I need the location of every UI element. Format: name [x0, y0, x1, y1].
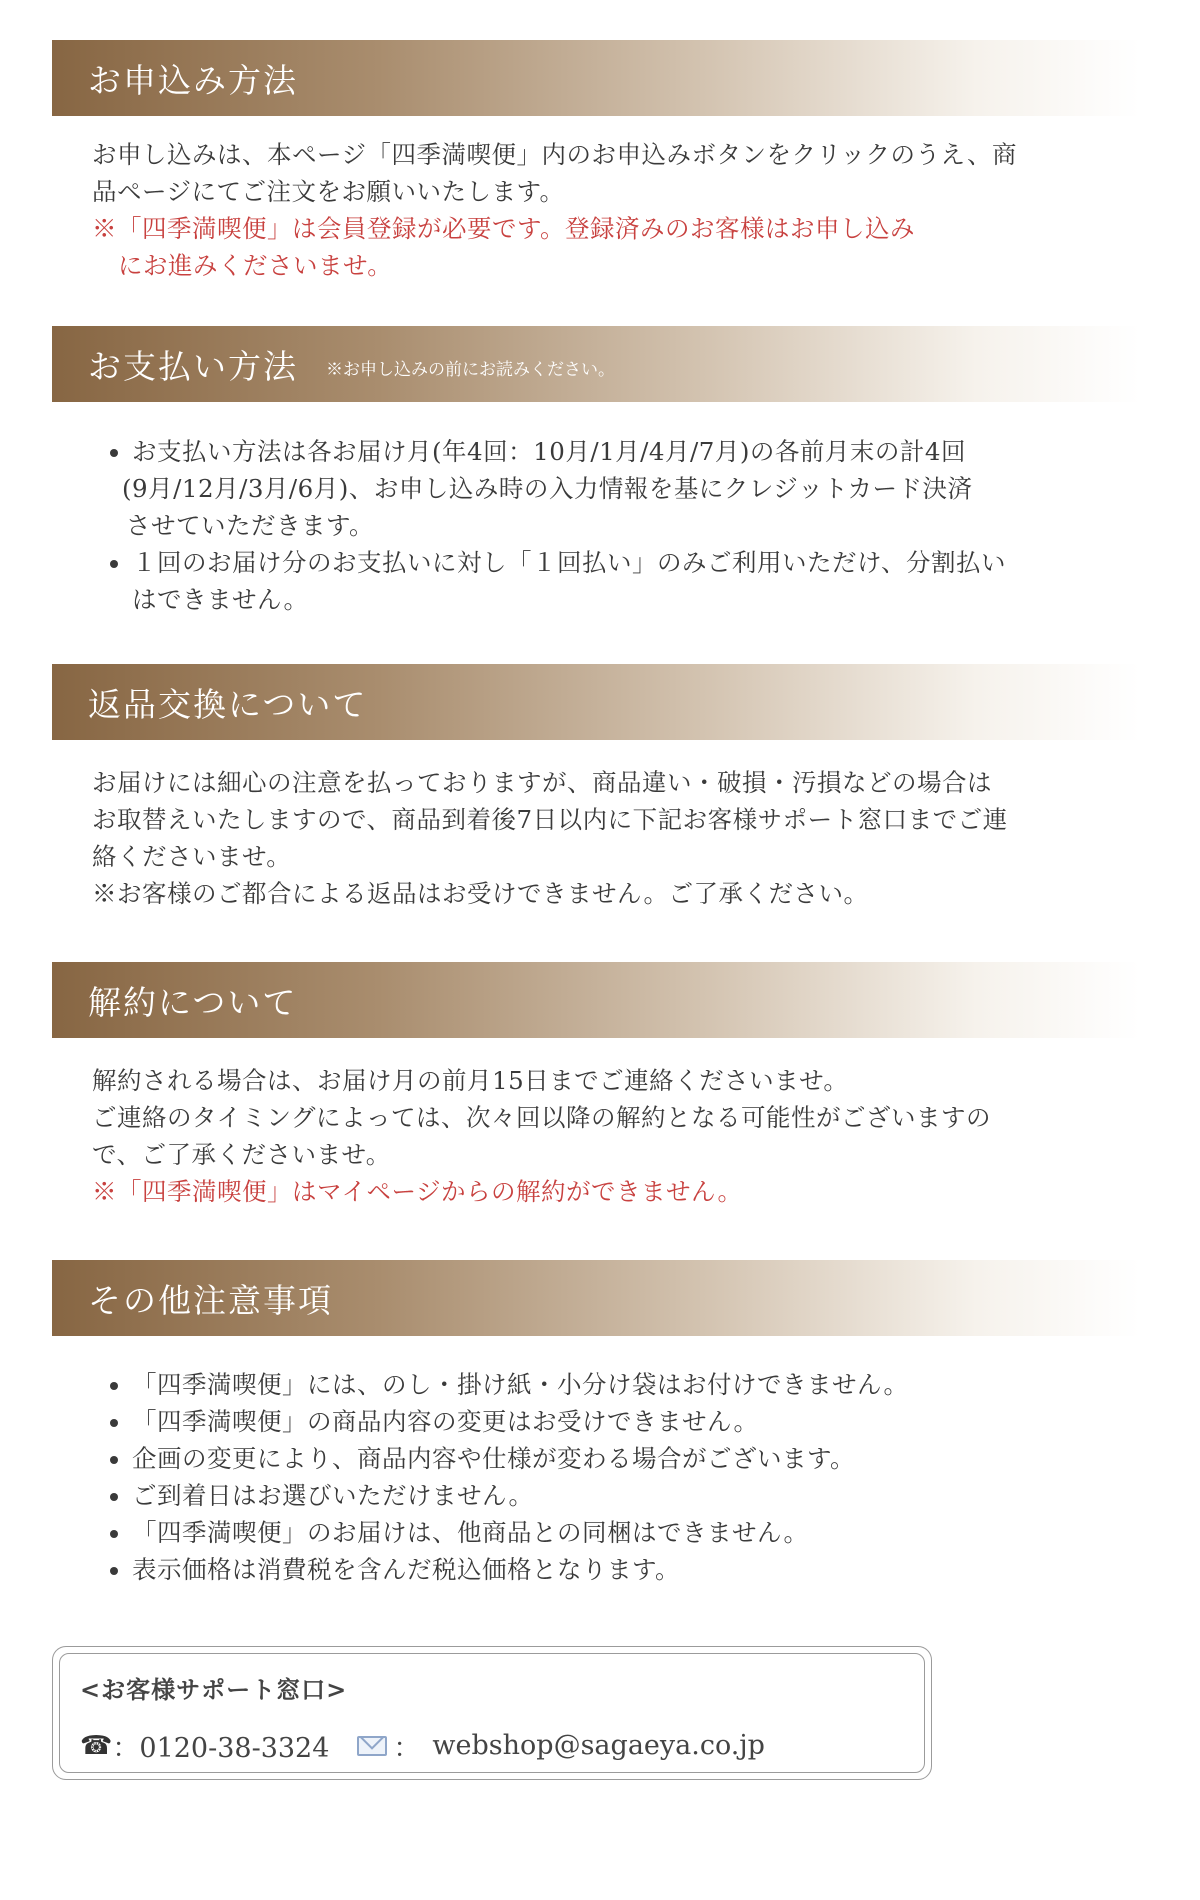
support-email[interactable]: webshop@sagaeya.co.jp — [432, 1730, 765, 1761]
support-inner-frame — [59, 1653, 925, 1773]
support-title: <お客様サポート窓口> — [80, 1675, 348, 1704]
list-item: • 「四季満喫便」のお届けは、他商品との同梱はできません。 — [132, 1514, 1122, 1551]
section-header-other — [52, 1260, 1140, 1336]
support-phone[interactable]: ：0120-38-3324 — [112, 1733, 330, 1764]
other-list — [106, 1366, 1122, 1588]
apply-text-line: 品ページにてご注文をお願いいたします。 — [92, 177, 565, 206]
list-item-line: １回のお届け分のお支払いに対し「１回払い」のみご利用いただけ、分割払い — [132, 548, 1007, 577]
cancel-note-line: ※「四季満喫便」はマイページからの解約ができません。 — [92, 1177, 743, 1206]
section-header-cancel — [52, 962, 1140, 1038]
section-header-apply — [52, 40, 1140, 116]
cancel-body — [92, 1062, 1092, 1210]
cancel-text-line: で、ご了承くださいませ。 — [92, 1140, 391, 1169]
apply-body — [92, 136, 1092, 284]
list-item-line: させていただきます。 — [126, 511, 375, 540]
list-item: • 企画の変更により、商品内容や仕様が変わる場合がございます。 — [132, 1440, 1122, 1477]
mail-icon — [357, 1736, 387, 1756]
returns-text-line: 絡くださいませ。 — [92, 842, 292, 871]
section-note: ※お申し込みの前にお読みください。 — [326, 359, 615, 380]
list-item: • 表示価格は消費税を含んだ税込価格となります。 — [132, 1551, 1122, 1588]
section-title: お申込み方法 — [88, 60, 298, 100]
list-item: • 「四季満喫便」には、のし・掛け紙・小分け袋はお付けできません。 — [132, 1366, 1122, 1403]
section-header-returns — [52, 664, 1140, 740]
apply-note-line: ※「四季満喫便」は会員登録が必要です。登録済みのお客様はお申し込み — [92, 214, 916, 243]
list-item: • 「四季満喫便」の商品内容の変更はお受けできません。 — [132, 1403, 1122, 1440]
cancel-text-line: ご連絡のタイミングによっては、次々回以降の解約となる可能性がございますの — [92, 1103, 992, 1132]
support-box — [52, 1646, 932, 1780]
returns-text-line: お取替えいたしますので、商品到着後7日以内に下記お客様サポート窓口までご連 — [92, 805, 1008, 834]
returns-text-line: ※お客様のご都合による返品はお受けできません。ご了承ください。 — [92, 879, 869, 908]
cancel-text-line: 解約される場合は、お届け月の前月15日までご連絡くださいませ。 — [92, 1066, 849, 1095]
phone-icon: ☎ — [80, 1730, 113, 1761]
apply-note-line: にお進みくださいませ。 — [118, 251, 393, 280]
section-title: その他注意事項 — [88, 1280, 333, 1320]
section-title: 解約について — [88, 982, 298, 1022]
support-mail-separator: ： — [393, 1733, 421, 1764]
list-item — [122, 433, 1122, 544]
list-item-line: お支払い方法は各お届け月(年4回：10月/1月/4月/7月)の各前月末の計4回 — [132, 437, 966, 466]
apply-text-line: お申し込みは、本ページ「四季満喫便」内のお申込みボタンをクリックのうえ、商 — [92, 140, 1017, 169]
section-header-payment — [52, 326, 1140, 402]
list-item: • ご到着日はお選びいただけません。 — [132, 1477, 1122, 1514]
list-item-line: はできません。 — [132, 585, 309, 614]
section-title: お支払い方法 — [88, 346, 298, 386]
list-item-line: (9月/12月/3月/6月)、お申し込み時の入力情報を基にクレジットカード決済 — [122, 474, 973, 503]
support-contact-line — [80, 1726, 765, 1765]
list-item — [132, 544, 1122, 618]
returns-body — [92, 764, 1092, 912]
returns-text-line: お届けには細心の注意を払っておりますが、商品違い・破損・汚損などの場合は — [92, 768, 992, 797]
section-title: 返品交換について — [88, 684, 368, 724]
payment-list — [106, 433, 1122, 618]
